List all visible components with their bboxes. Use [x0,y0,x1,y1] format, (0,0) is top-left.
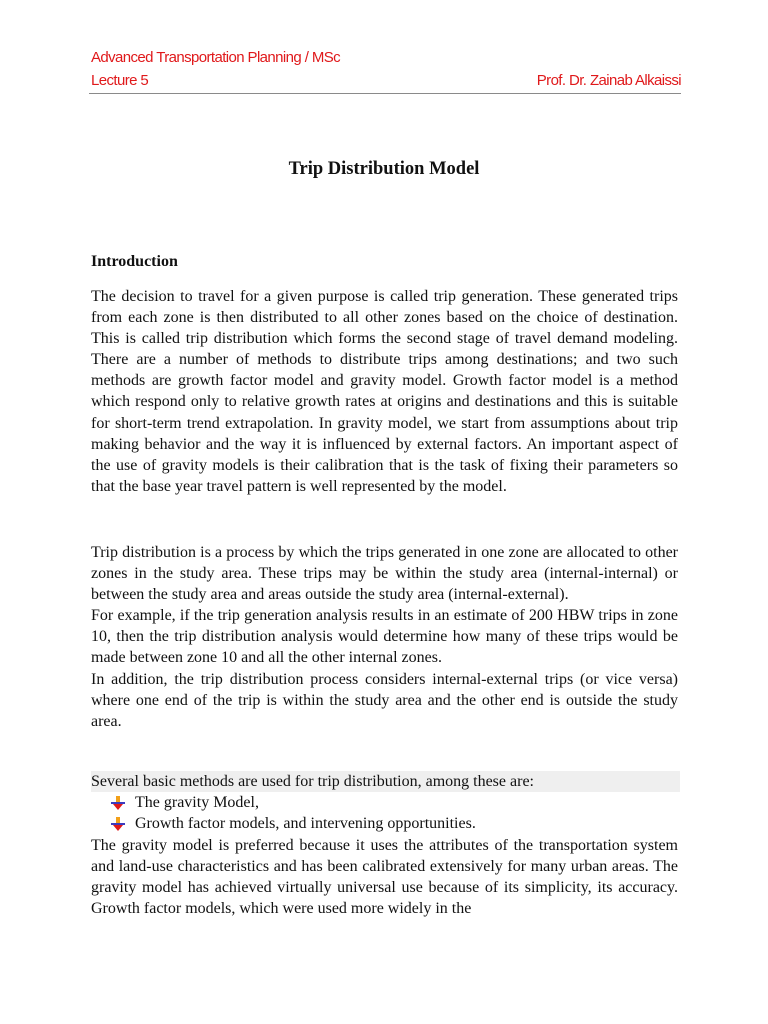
author-name: Prof. Dr. Zainab Alkaissi [536,72,681,89]
paragraph-trip-distribution-c: In addition, the trip distribution process considers internal-external trips (or vice versa) where one end of the trip is within the study area and the other end is outside the study area. [91,670,678,730]
down-arrow-bullet-icon [111,796,125,810]
method-label: Growth factor models, and intervening opportunities. [135,815,476,833]
page-header [91,46,681,92]
paragraph-trip-distribution-a: Trip distribution is a process by which the trips generated in one zone are allocated to other zones in the study area. These trips may be within the study area (internal-internal) or between the study area and areas outside the study area (internal-external). [91,544,678,604]
paragraph-trip-distribution-b: For example, if the trip generation analysis results in an estimate of 200 HBW trips in zone 10, then the trip distribution analysis would determine how many of these trips would be made between zone 10 and all the other internal zones. [91,607,678,667]
section-heading-introduction: Introduction [91,253,178,270]
paragraph-intro: The decision to travel for a given purpose is called trip generation. These generated trips from each zone is then distributed to all other zones based on the choice of destination. This is called trip distribution which forms the second stage of travel demand modeling. There are a number of methods to distribute trips among destinations; and two such methods are growth factor model and gravity model. Growth factor model is a method which respond only to relative growth rates at origins and destinations and this is suitable for short-term trend extrapolation. In gravity model, we start from assumptions about trip making behavior and the way it is influenced by external factors. An important aspect of the use of gravity models is their calibration that is the task of fixing their parameters so that the base year travel pattern is well represented by the model. [91,288,678,495]
header-divider [89,93,681,94]
methods-intro: Several basic methods are used for trip distribution, among these are: [91,771,680,792]
list-item [91,813,680,834]
page-title: Trip Distribution Model [288,159,480,179]
paragraph-gravity-model: The gravity model is preferred because it uses the attributes of the transportation system and land-use characteristics and has been calibrated extensively for many urban areas. The gravity model has achieved virtually universal use because of its simplicity, its accuracy. Growth factor models, which were used more widely in the [91,837,678,918]
lecture-number: Lecture 5 [91,72,149,89]
methods-list [91,771,680,834]
method-label: The gravity Model, [135,794,259,812]
down-arrow-bullet-icon [111,817,125,831]
paragraph-trip-distribution [91,542,678,732]
course-title: Advanced Transportation Planning / MSc [91,49,341,66]
list-item [91,792,680,813]
